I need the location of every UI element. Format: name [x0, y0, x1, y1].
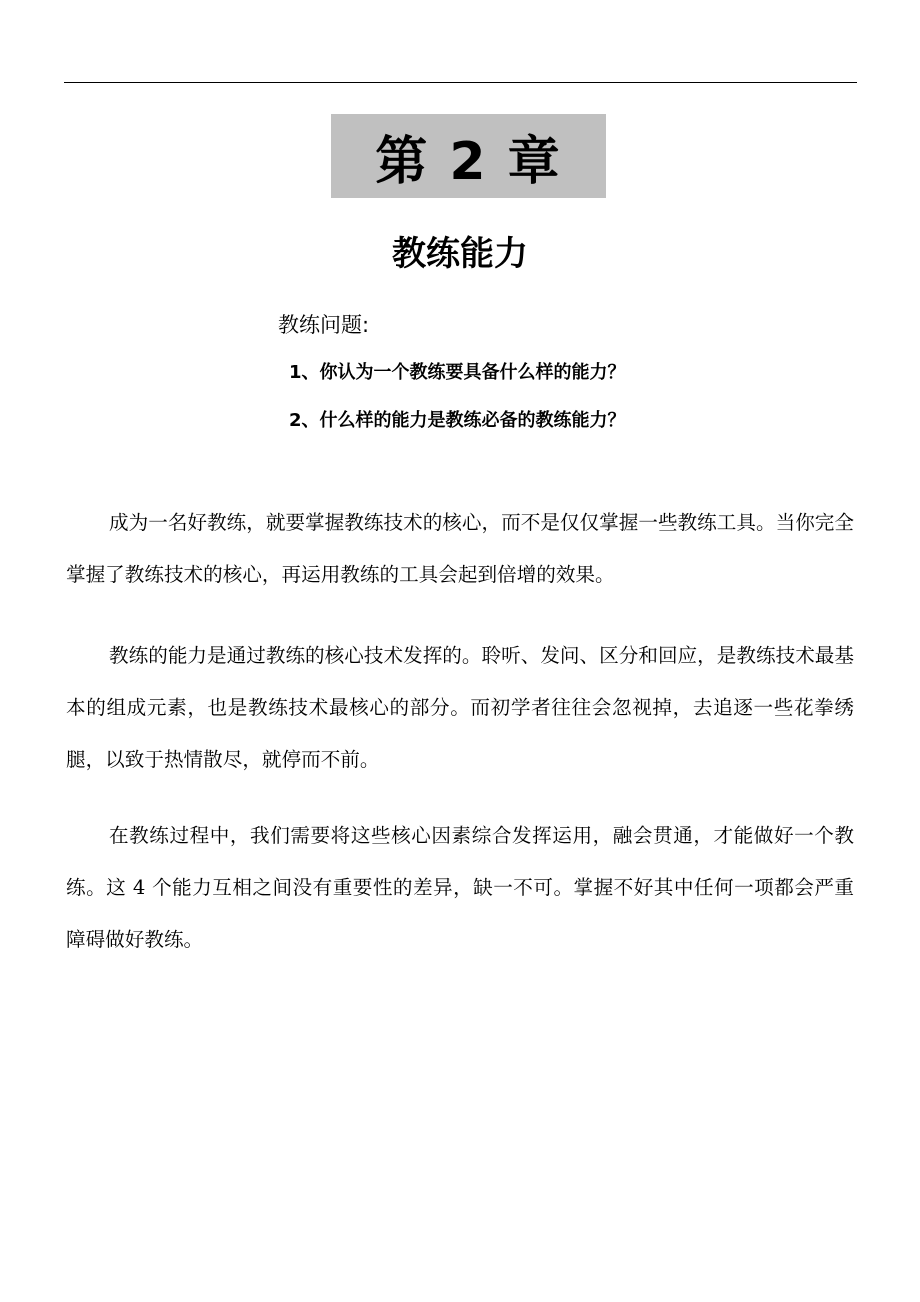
chapter-number-box	[331, 114, 606, 198]
body-paragraph: 在教练过程中，我们需要将这些核心因素综合发挥运用，融会贯通，才能做好一个教练。这 4 个能力互相之间没有重要性的差异，缺一不可。掌握不好其中任何一项都会严重障碍做好教练。	[66, 824, 854, 951]
body-paragraph: 教练的能力是通过教练的核心技术发挥的。聆听、发问、区分和回应，是教练技术最基本的组成元素，也是教练技术最核心的部分。而初学者往往会忽视掉，去追逐一些花拳绣腿，以致于热情散尽，就停而不前。	[66, 644, 854, 771]
header-rule	[64, 82, 857, 83]
question-item: 2、什么样的能力是教练必备的教练能力？	[289, 410, 626, 431]
questions-heading: 教练问题:	[278, 313, 370, 337]
body-paragraph: 成为一名好教练，就要掌握教练技术的核心，而不是仅仅掌握一些教练工具。当你完全掌握了教练技术的核心，再运用教练的工具会起到倍增的效果。	[66, 511, 854, 586]
chapter-number: 第 2 章	[375, 131, 562, 192]
question-item: 1、你认为一个教练要具备什么样的能力？	[289, 362, 626, 383]
chapter-title: 教练能力	[392, 234, 528, 274]
